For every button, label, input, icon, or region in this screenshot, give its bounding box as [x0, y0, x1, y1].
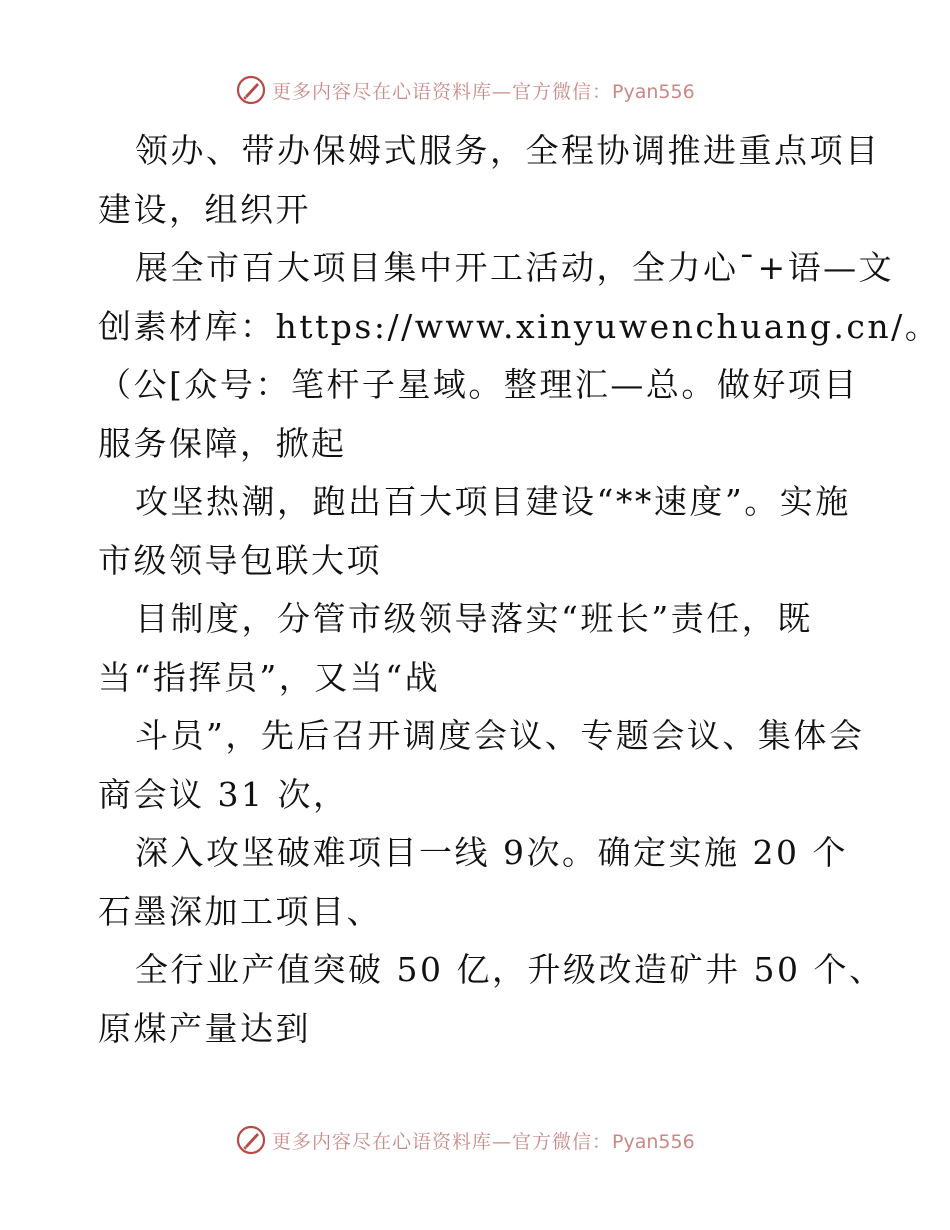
text-line: 攻坚热潮，跑出百大项目建设“**速度”。实施: [135, 482, 851, 521]
text-line: 当“指挥员”，又当“战: [98, 657, 441, 697]
text-line: 领办、带办保姆式服务，全程协调推进重点项目: [135, 131, 881, 170]
text-line: （公[众号：笔杆子星域。整理汇—总。做好项目: [98, 365, 859, 404]
text-line: 原煤产量达到: [98, 1008, 311, 1048]
text-line: 展全市百大项目集中开工活动，全力心¯+语—文: [135, 248, 895, 287]
text-line: 深入攻坚破难项目一线 9次。确定实施 20 个: [135, 833, 848, 872]
text-line: 服务保障，掀起: [98, 423, 347, 463]
footer-watermark: [236, 1122, 695, 1158]
feather-pen-logo-icon: [236, 1125, 266, 1155]
watermark-label: 更多内容尽在心语资料库—官方微信：Pyan556: [272, 80, 695, 103]
watermark-label: 更多内容尽在心语资料库—官方微信：Pyan556: [272, 1130, 695, 1153]
text-line: 创素材库：https://www.xinyuwenchuang.cn/。: [98, 306, 941, 346]
feather-pen-logo-icon: [236, 75, 266, 105]
document-body: [98, 122, 941, 1058]
text-line: 全行业产值突破 50 亿，升级改造矿井 50 个、: [135, 950, 885, 989]
text-line: 市级领导包联大项: [98, 540, 382, 580]
text-line: 建设，组织开: [98, 189, 311, 229]
text-line: 目制度，分管市级领导落实“班长”责任，既: [135, 599, 813, 638]
header-watermark: [236, 72, 695, 108]
text-line: 商会议 31 次，: [98, 774, 349, 814]
text-line: 石墨深加工项目、: [98, 891, 382, 931]
text-line: 斗员”，先后召开调度会议、专题会议、集体会: [135, 716, 865, 755]
